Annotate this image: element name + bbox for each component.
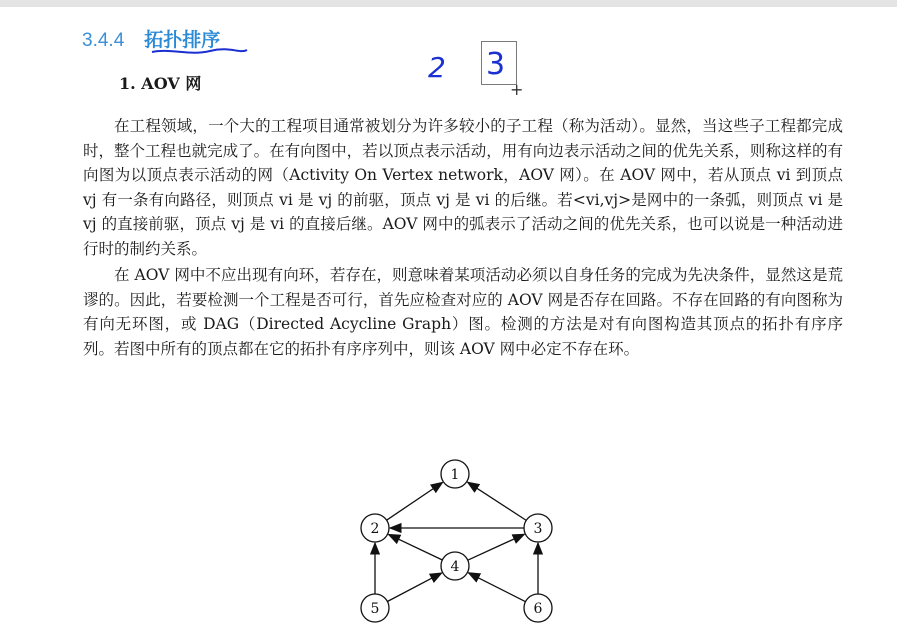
handwritten-digit-2: 2 xyxy=(428,51,446,84)
paragraph-cycle-detection: 在 AOV 网中不应出现有向环，若存在，则意味着某项活动必须以自身任务的完成为先决条件，显然这是荒谬的。因此，若要检测一个工程是否可行，首先应检查对应的 AOV 网是否存在回路。不存在回路的有向图称为有向无环图，或 DAG（Directed Acycline Graph）图。检测的方法是对有向图构造其顶点的拓扑有序序列。若图中所有的顶点都在它的拓扑有序序列中，则该 AOV 网中必定不存在环。 xyxy=(83,266,843,358)
paragraph-aov-definition: 在工程领域，一个大的工程项目通常被划分为许多较小的子工程（称为活动）。显然，当这些子工程都完成时，整个工程也就完成了。在有向图中，若以顶点表示活动，用有向边表示活动之间的优先关系，则称这样的有向图为以顶点表示活动的网（Activity On Vertex network，AOV 网）。在 AOV 网中，若从顶点 vi 到顶点 vj 有一条有向路径，则顶点 vi 是 vj 的前驱，顶点 vj 是 vi 的后继。若<vi,vj>是网中的一条弧，则顶点 vi 是 vj 的直接前驱，顶点 vj 是 vi 的直接后继。AOV 网中的弧表示了活动之间的优先关系，也可以说是一种活动进行时的制约关系。 xyxy=(83,117,843,258)
graph-node-label-3: 3 xyxy=(533,521,543,537)
viewer-top-bar xyxy=(0,0,897,7)
graph-node-label-2: 2 xyxy=(370,521,380,537)
graph-node-label-5: 5 xyxy=(370,601,380,617)
section-title: 拓扑排序 xyxy=(144,29,221,51)
crosshair-cursor-icon: + xyxy=(510,80,524,99)
body-text xyxy=(83,114,843,361)
aov-graph-figure xyxy=(350,448,570,628)
graph-edge-4-3 xyxy=(468,534,525,560)
graph-edge-2-1 xyxy=(387,482,443,520)
graph-edge-3-1 xyxy=(468,482,527,520)
graph-edge-6-4 xyxy=(468,573,525,602)
subheading-aov: 1. AOV 网 xyxy=(119,74,202,93)
handwritten-underline xyxy=(150,46,250,58)
graph-edge-5-4 xyxy=(387,573,441,602)
graph-node-label-6: 6 xyxy=(533,601,543,617)
section-number: 3.4.4 xyxy=(82,30,125,51)
graph-node-label-1: 1 xyxy=(450,467,460,483)
handwritten-digit-3: 3 xyxy=(486,47,506,82)
graph-node-label-4: 4 xyxy=(450,559,460,575)
graph-edge-4-2 xyxy=(389,534,443,560)
